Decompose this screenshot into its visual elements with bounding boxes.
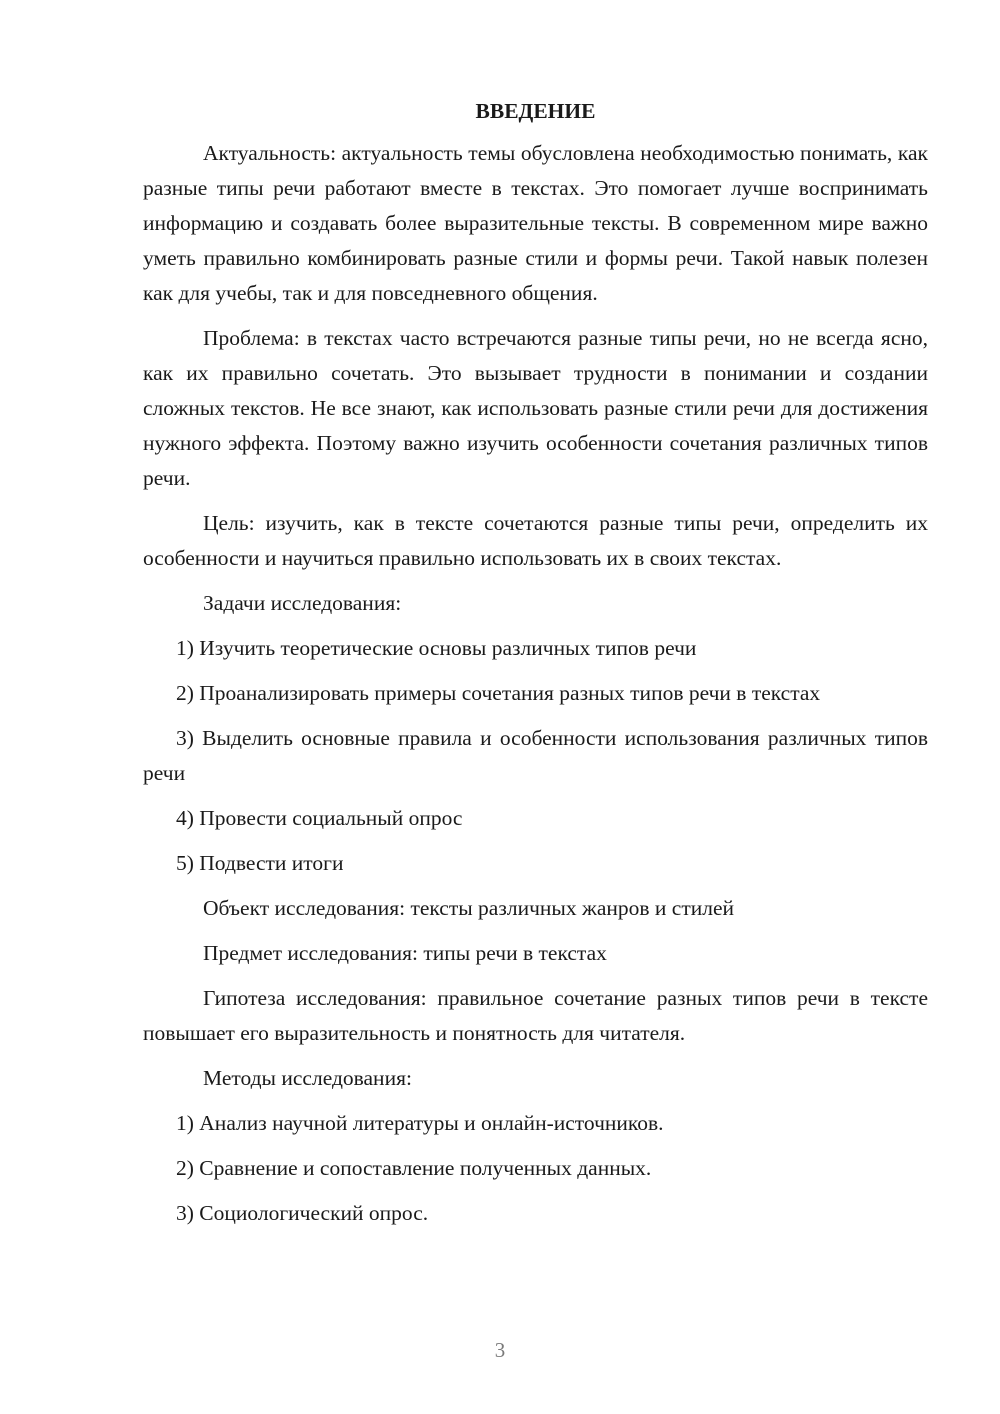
method-item: 3) Социологический опрос.: [176, 1201, 429, 1225]
page-number: 3: [494, 1338, 506, 1362]
document-body: [143, 96, 928, 1241]
object-line: Объект исследования: тексты различных жанров и стилей: [203, 896, 735, 920]
method-item: 1) Анализ научной литературы и онлайн-источников.: [176, 1111, 664, 1135]
tasks-heading: Задачи исследования:: [203, 591, 402, 615]
problem-paragraph: Проблема: в текстах часто встречаются разные типы речи, но не всегда ясно, как их правильно сочетать. Это вызывает трудности в понимании и создании сложных текстов. Не все знают, как использовать разные стили речи для достижения нужного эффекта. Поэтому важно изучить особенности сочетания различных типов речи.: [143, 326, 928, 490]
task-item: 1) Изучить теоретические основы различных типов речи: [176, 636, 697, 660]
task-item: 2) Проанализировать примеры сочетания разных типов речи в текстах: [176, 681, 821, 705]
relevance-paragraph: Актуальность: актуальность темы обусловлена необходимостью понимать, как разные типы речи работают вместе в текстах. Это помогает лучше воспринимать информацию и создавать более выразительные тексты. В современном мире важно уметь правильно комбинировать разные стили и формы речи. Такой навык полезен как для учебы, так и для повседневного общения.: [143, 141, 928, 305]
task-item: 4) Провести социальный опрос: [176, 806, 463, 830]
subject-line: Предмет исследования: типы речи в текстах: [203, 941, 607, 965]
section-title: ВВЕДЕНИЕ: [475, 99, 596, 123]
task-item: 3) Выделить основные правила и особенности использования различных типов речи: [143, 726, 928, 785]
goal-paragraph: Цель: изучить, как в тексте сочетаются разные типы речи, определить их особенности и научиться правильно использовать их в своих текстах.: [143, 511, 928, 570]
task-item: 5) Подвести итоги: [176, 851, 344, 875]
hypothesis-paragraph: Гипотеза исследования: правильное сочетание разных типов речи в тексте повышает его выразительность и понятность для читателя.: [143, 986, 928, 1045]
methods-heading: Методы исследования:: [203, 1066, 412, 1090]
method-item: 2) Сравнение и сопоставление полученных данных.: [176, 1156, 652, 1180]
